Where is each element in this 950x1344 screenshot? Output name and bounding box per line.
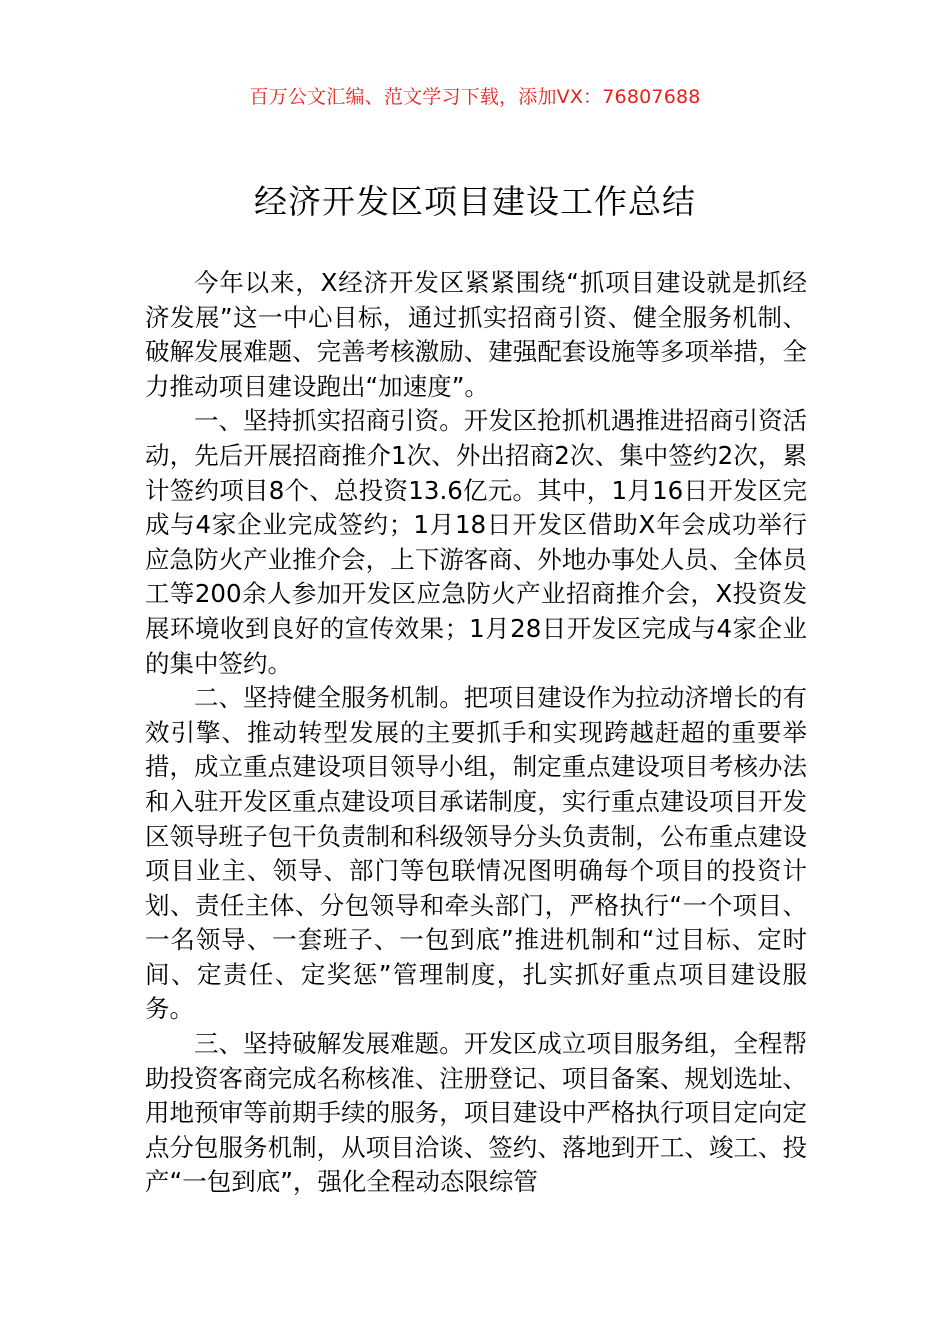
- document-title: 经济开发区项目建设工作总结: [254, 182, 696, 221]
- paragraph-section-2: 二、坚持健全服务机制。把项目建设作为拉动济增长的有效引擎、推动转型发展的主要抓手和实现跨越赶超的重要举措，成立重点建设项目领导小组，制定重点建设项目考核办法和入驻开发区重点建设项目承诺制度，实行重点建设项目开发区领导班子包干负责制和科级领导分头负责制，公布重点建设项目业主、领导、部门等包联情况图明确每个项目的投资计划、责任主体、分包领导和牵头部门，严格执行“一个项目、一名领导、一套班子、一包到底”推进机制和“过目标、定时间、定责任、定奖惩”管理制度，扎实抓好重点项目建设服务。: [145, 683, 807, 1024]
- paragraph-section-1: 一、坚持抓实招商引资。开发区抢抓机遇推进招商引资活动，先后开展招商推介1次、外出招商2次、集中签约2次，累计签约项目8个、总投资13.6亿元。其中，1月16日开发区完成与4家企业完成签约；1月18日开发区借助X年会成功举行应急防火产业推介会，上下游客商、外地办事处人员、全体员工等200余人参加开发区应急防火产业招商推介会，X投资发展环境收到良好的宣传效果；1月28日开发区完成与4家企业的集中签约。: [145, 406, 807, 678]
- paragraph-section-3: 三、坚持破解发展难题。开发区成立项目服务组，全程帮助投资客商完成名称核准、注册登记、项目备案、规划选址、用地预审等前期手续的服务，项目建设中严格执行项目定向定点分包服务机制，从项目洽谈、签约、落地到开工、竣工、投产“一包到底”，强化全程动态限综管: [145, 1029, 807, 1197]
- watermark-header: 百万公文汇编、范文学习下载，添加VX：76807688: [249, 86, 701, 108]
- paragraph-intro: 今年以来，X经济开发区紧紧围绕“抓项目建设就是抓经济发展”这一中心目标，通过抓实招商引资、健全服务机制、破解发展难题、完善考核激励、建强配套设施等多项举措，全力推动项目建设跑出“加速度”。: [145, 268, 807, 401]
- document-body: [145, 266, 807, 1200]
